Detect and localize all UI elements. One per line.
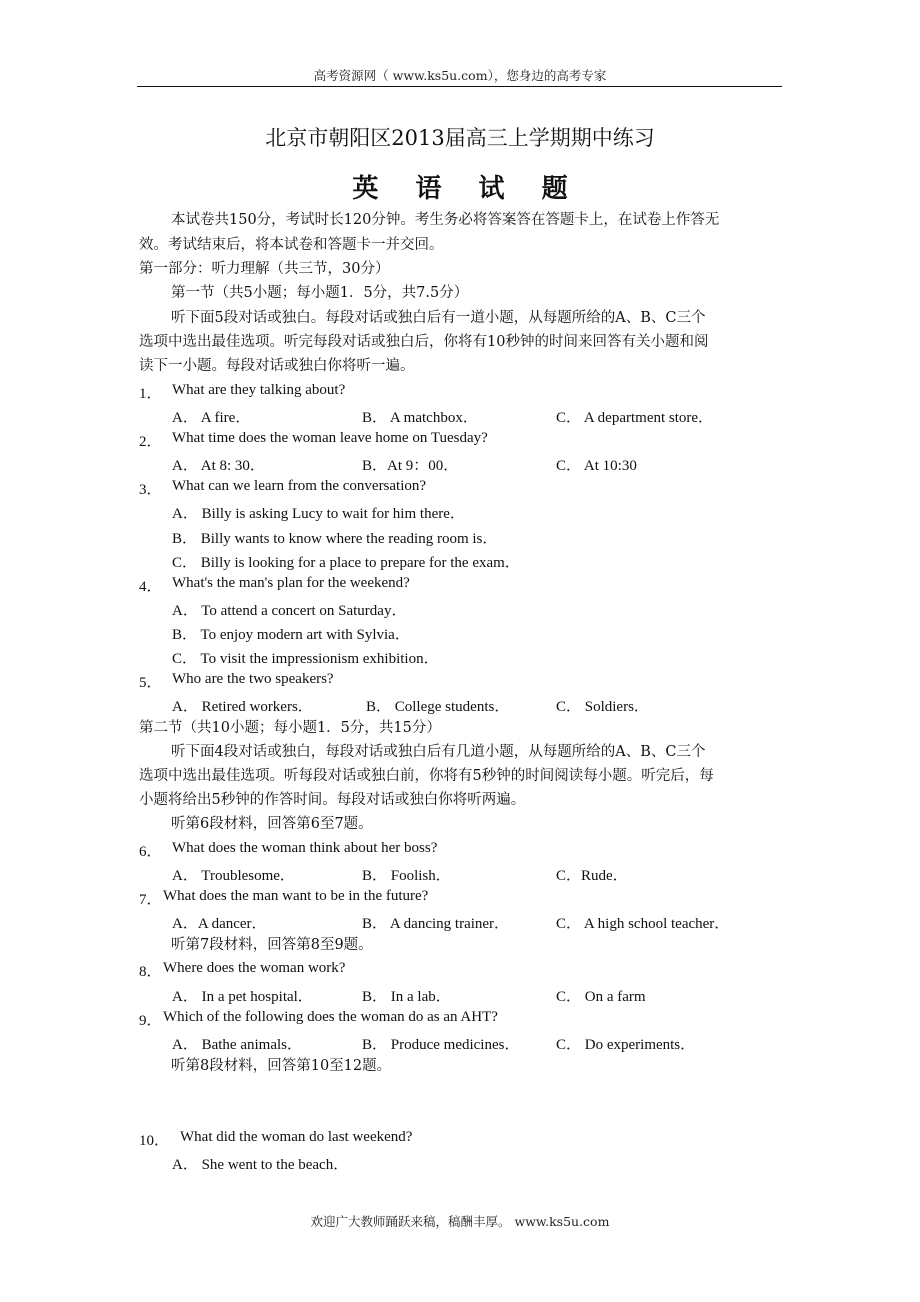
option-a: A． In a pet hospital． (172, 989, 313, 1005)
option-c: C． Soldiers． (556, 699, 649, 715)
section-1-directions-1: 听下面5段对话或独白。每段对话或独白后有一道小题，从每题所给的A、B、C三个 (171, 310, 706, 326)
question-number: 3． (139, 482, 162, 498)
option-b: B． Foolish． (362, 868, 451, 884)
option-b: B． Billy wants to know where the reading room is． (172, 531, 498, 547)
option-c: C． At 10:30 (556, 458, 637, 474)
question-number: 9． (139, 1013, 162, 1029)
page-footer: 欢迎广大教师踊跃来稿，稿酬丰厚。 www.ks5u.com (310, 1214, 610, 1229)
option-c: C． Do experiments． (556, 1037, 696, 1053)
section-2-directions-3: 小题将给出5秒钟的作答时间。每段对话或独白你将听两遍。 (139, 792, 526, 808)
option-a: A． She went to the beach． (172, 1157, 349, 1173)
option-b: B． In a lab． (362, 989, 451, 1005)
question-number: 2． (139, 434, 162, 450)
page-header: 高考资源网（ www.ks5u.com），您身边的高考专家 (313, 68, 607, 83)
section-2-directions-1: 听下面4段对话或独白，每段对话或独白后有几道小题，从每题所给的A、B、C三个 (171, 744, 706, 760)
section-1-directions-3: 读下一小题。每段对话或独白你将听一遍。 (139, 358, 415, 374)
question-text: Who are the two speakers? (172, 671, 334, 687)
question-number: 5． (139, 675, 162, 691)
option-a: A． At 8: 30． (172, 458, 265, 474)
option-a: A． Bathe animals． (172, 1037, 302, 1053)
section-2-heading: 第二节（共10小题；每小题1．5分，共15分） (139, 720, 441, 736)
section-2-directions-2: 选项中选出最佳选项。听每段对话或独白前，你将有5秒钟的时间阅读每小题。听完后，每 (139, 768, 714, 784)
material-8-note: 听第8段材料，回答第10至12题。 (171, 1058, 392, 1074)
option-c: C． A department store． (556, 410, 714, 426)
question-text: Which of the following does the woman do as an AHT? (163, 1009, 498, 1025)
option-a: A． A fire． (172, 410, 251, 426)
instructions-line-2: 效。考试结束后，将本试卷和答题卡一并交回。 (139, 237, 444, 253)
question-text: What does the woman think about her boss? (172, 840, 438, 856)
section-1-directions-2: 选项中选出最佳选项。听完每段对话或独白后，你将有10秒钟的时间来回答有关小题和阅 (139, 334, 709, 350)
option-c: C．Rude． (556, 868, 628, 884)
instructions-line-1: 本试卷共150分，考试时长120分钟。考生务必将答案答在答题卡上，在试卷上作答无 (171, 212, 720, 228)
question-text: What are they talking about? (172, 382, 346, 398)
question-number: 6． (139, 844, 162, 860)
option-a: A． Troublesome． (172, 868, 295, 884)
question-text: What did the woman do last weekend? (180, 1129, 413, 1145)
option-a: A．A dancer． (172, 916, 267, 932)
option-c: C． Billy is looking for a place to prepare for the exam． (172, 555, 520, 571)
option-b: B． To enjoy modern art with Sylvia． (172, 627, 410, 643)
question-number: 1． (139, 386, 162, 402)
question-text: Where does the woman work? (163, 960, 346, 976)
option-b: B．At 9：00． (362, 458, 459, 474)
question-number: 7． (139, 892, 162, 908)
exam-title: 北京市朝阳区2013届高三上学期期中练习 (265, 126, 655, 150)
option-c: C． To visit the impressionism exhibition． (172, 651, 439, 667)
question-number: 10． (139, 1133, 170, 1149)
option-b: B． A dancing trainer． (362, 916, 510, 932)
material-7-note: 听第7段材料，回答第8至9题。 (171, 937, 373, 953)
option-c: C． A high school teacher． (556, 916, 730, 932)
part-1-heading: 第一部分：听力理解（共三节，30分） (139, 261, 390, 277)
question-text: What does the man want to be in the future? (163, 888, 429, 904)
option-b: B． Produce medicines． (362, 1037, 520, 1053)
question-number: 8． (139, 964, 162, 980)
question-text: What time does the woman leave home on Tuesday? (172, 430, 488, 446)
option-a: A． To attend a concert on Saturday． (172, 603, 407, 619)
exam-subject-title: 英 语 试 题 (352, 174, 582, 204)
question-number: 4． (139, 579, 162, 595)
section-1-heading: 第一节（共5小题；每小题1．5分，共7.5分） (171, 285, 469, 301)
option-a: A． Billy is asking Lucy to wait for him there． (172, 506, 465, 522)
material-6-note: 听第6段材料，回答第6至7题。 (171, 816, 373, 832)
option-b: B． A matchbox． (362, 410, 478, 426)
option-b: B． College students． (366, 699, 510, 715)
question-text: What's the man's plan for the weekend? (172, 575, 410, 591)
question-text: What can we learn from the conversation? (172, 478, 427, 494)
option-a: A． Retired workers． (172, 699, 313, 715)
header-rule (137, 86, 782, 87)
option-c: C． On a farm (556, 989, 646, 1005)
